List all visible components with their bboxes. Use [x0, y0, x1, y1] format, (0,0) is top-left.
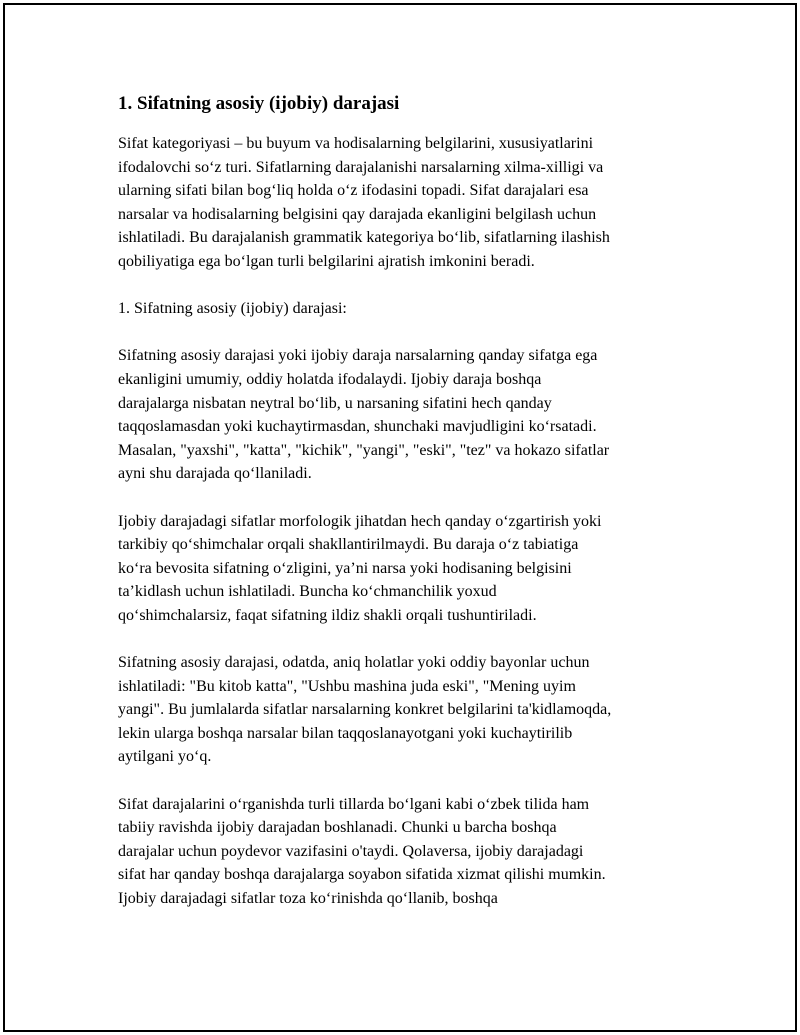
text-line: ta’kidlash uchun ishlatiladi. Buncha ko‘chmanchilik yoxud — [118, 583, 497, 601]
document-body — [118, 92, 708, 934]
text-line: ishlatiladi: "Bu kitob katta", "Ushbu mashina juda eski", "Mening uyim — [118, 677, 576, 695]
paragraph — [118, 510, 708, 628]
text-line: qo‘shimchalarsiz, faqat sifatning ildiz shakli orqali tushuntiriladi. — [118, 606, 537, 624]
text-line: narsalar va hodisalarning belgisini qay darajada ekanligini belgilash uchun — [118, 205, 597, 223]
text-line: Ijobiy darajadagi sifatlar morfologik jihatdan hech qanday o‘zgartirish yoki — [118, 512, 602, 530]
text-line: 1. Sifatning asosiy (ijobiy) darajasi: — [118, 300, 347, 318]
text-line: lekin ularga boshqa narsalar bilan taqqoslanayotgani yoki kuchaytirilib — [118, 724, 573, 742]
text-line: Sifatning asosiy darajasi, odatda, aniq holatlar yoki oddiy bayonlar uchun — [118, 654, 590, 672]
text-line: ifodalovchi so‘z turi. Sifatlarning darajalanishi narsalarning xilma-xilligi va — [118, 158, 604, 176]
text-line: darajalarga nisbatan neytral bo‘lib, u narsaning sifatini hech qanday — [118, 394, 552, 412]
paragraph — [118, 651, 708, 769]
paragraph — [118, 344, 708, 486]
text-line: Masalan, "yaxshi", "katta", "kichik", "yangi", "eski", "tez" va hokazo sifatlar — [118, 441, 610, 459]
text-line: taqqoslamasdan yoki kuchaytirmasdan, shunchaki mavjudligini ko‘rsatadi. — [118, 418, 597, 436]
text-line: qobiliyatiga ega bo‘lgan turli belgilarini ajratish imkonini beradi. — [118, 252, 535, 270]
text-line: Sifatning asosiy darajasi yoki ijobiy daraja narsalarning qanday sifatga ega — [118, 347, 598, 365]
text-line: ularning sifati bilan bog‘liq holda o‘z ifodasini topadi. Sifat darajalari esa — [118, 182, 589, 200]
text-line: Sifat kategoriyasi – bu buyum va hodisalarning belgilarini, xususiyatlarini — [118, 135, 594, 152]
text-line: Sifat darajalarini o‘rganishda turli tillarda bo‘lgani kabi o‘zbek tilida ham — [118, 795, 590, 813]
text-line: tarkibiy qo‘shimchalar orqali shakllantirilmaydi. Bu daraja o‘z tabiatiga — [118, 536, 579, 554]
text-line: ishlatiladi. Bu darajalanish grammatik kategoriya bo‘lib, sifatlarning ilashish — [118, 229, 610, 247]
text-line: aytilgani yo‘q. — [118, 748, 212, 766]
paragraph — [118, 793, 708, 911]
text-line: ko‘ra bevosita sifatning o‘zligini, ya’ni narsa yoki hodisaning belgisini — [118, 559, 572, 577]
paragraph — [118, 297, 708, 321]
section-heading: 1. Sifatning asosiy (ijobiy) darajasi — [118, 93, 400, 114]
text-line: yangi". Bu jumlalarda sifatlar narsalarning konkret belgilarini ta'kidlamoqda, — [118, 701, 612, 719]
text-line: ayni shu darajada qo‘llaniladi. — [118, 465, 312, 483]
text-line: darajalar uchun poydevor vazifasini o'taydi. Qolaversa, ijobiy darajadagi — [118, 842, 584, 860]
paragraph — [118, 132, 708, 274]
text-line: ekanligini umumiy, oddiy holatda ifodalaydi. Ijobiy daraja boshqa — [118, 370, 542, 388]
text-line: sifat har qanday boshqa darajalarga soyabon sifatida xizmat qilishi mumkin. — [118, 866, 606, 884]
text-line: Ijobiy darajadagi sifatlar toza ko‘rinishda qo‘llanib, boshqa — [118, 890, 498, 907]
text-line: tabiiy ravishda ijobiy darajadan boshlanadi. Chunki u barcha boshqa — [118, 819, 557, 837]
